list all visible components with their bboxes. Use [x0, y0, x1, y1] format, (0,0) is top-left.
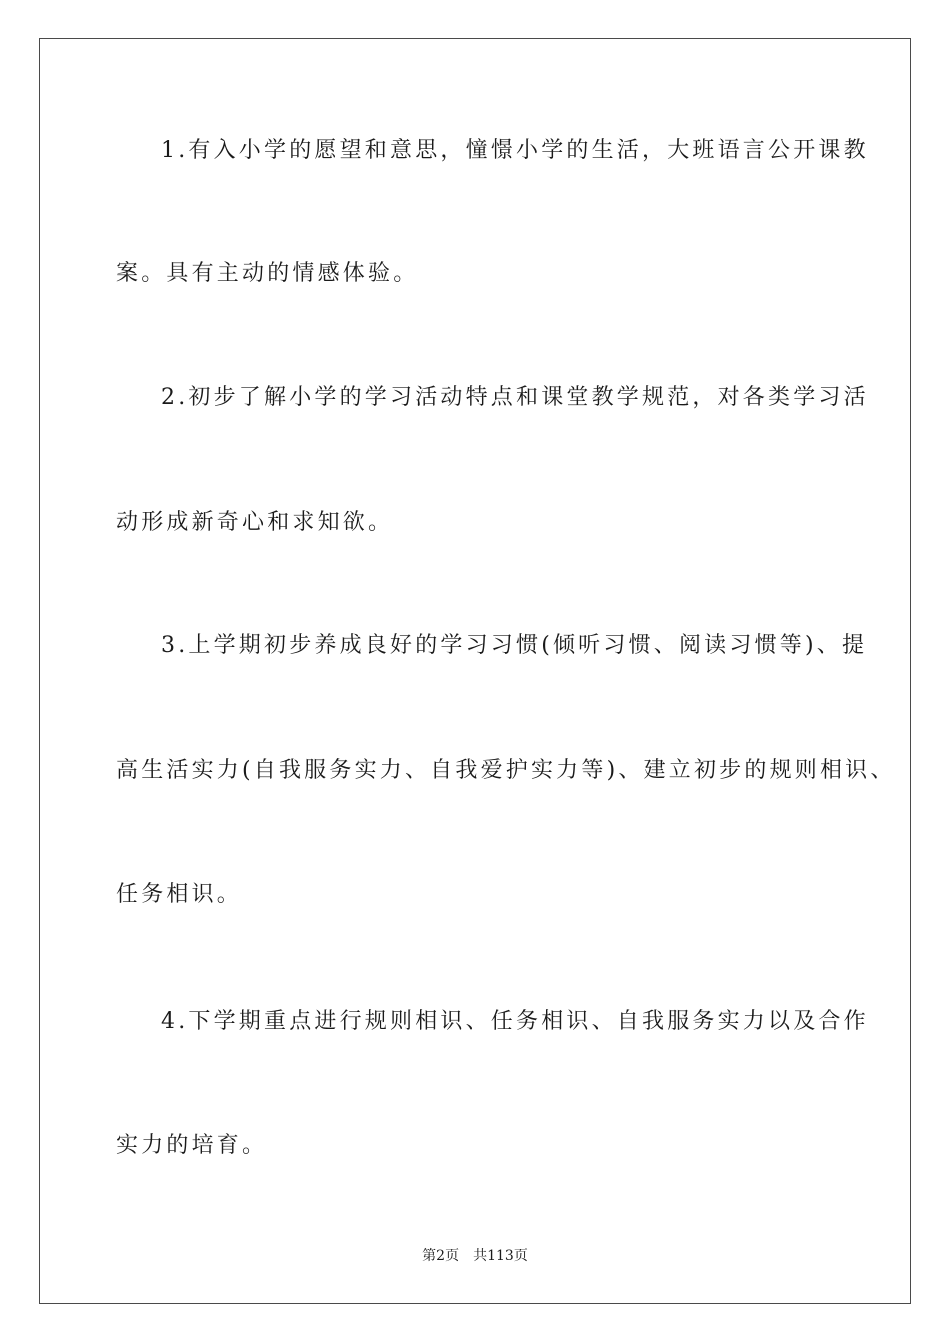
paragraph-1-line-2: 案。具有主动的情感体验。 — [116, 261, 419, 286]
page-footer — [0, 1246, 950, 1266]
paragraph-2-line-1: 2.初步了解小学的学习活动特点和课堂教学规范，对各类学习活 — [161, 385, 869, 410]
paragraph-2-line-2: 动形成新奇心和求知欲。 — [116, 510, 394, 535]
page-number: 第2页 — [422, 1248, 460, 1264]
paragraph-3-line-2: 高生活实力(自我服务实力、自我爱护实力等)、建立初步的规则相识、 — [116, 758, 896, 783]
paragraph-1-line-1: 1.有入小学的愿望和意思，憧憬小学的生活，大班语言公开课教 — [161, 138, 869, 163]
page-border — [39, 38, 911, 1304]
paragraph-3-line-1: 3.上学期初步养成良好的学习习惯(倾听习惯、阅读习惯等)、提 — [161, 633, 868, 658]
paragraph-4-line-1: 4.下学期重点进行规则相识、任务相识、自我服务实力以及合作 — [161, 1009, 869, 1034]
total-pages: 共113页 — [473, 1248, 528, 1264]
paragraph-4-line-2: 实力的培育。 — [116, 1133, 268, 1158]
paragraph-3-line-3: 任务相识。 — [116, 882, 243, 907]
